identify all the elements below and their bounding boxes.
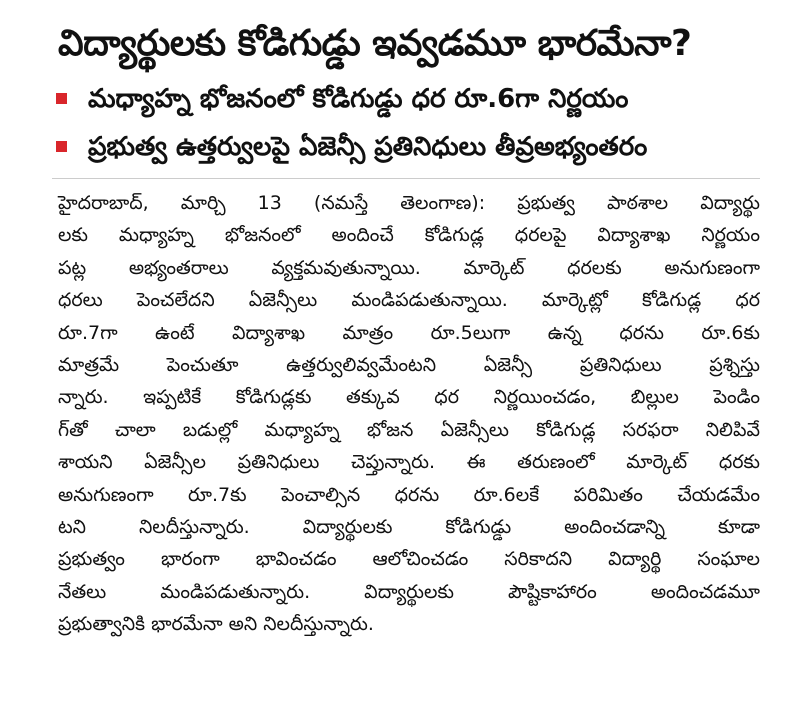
section-divider <box>52 178 760 179</box>
article-headline: విద్యార్థులకు కోడిగుడ్డు ఇవ్వడమూ భారమేనా? <box>58 23 692 64</box>
body-line: పట్ల అభ్యంతరాలు వ్యక్తమవుతున్నాయి. మార్కెట్ ధరలకు అనుగుణంగా <box>58 256 760 279</box>
subhead-text: ప్రభుత్వ ఉత్తర్వులపై ఏజెన్సీ ప్రతినిధులు తీవ్రఅభ్యంతరం <box>88 132 648 162</box>
body-line: టని నిలదీస్తున్నారు. విద్యార్థులకు కోడిగుడ్డు అందించడాన్ని కూడా <box>58 515 760 538</box>
body-line: మాత్రమే పెంచుతూ ఉత్తర్వులివ్వమేంటని ఏజెన్సీ ప్రతినిధులు ప్రశ్నిస్తు <box>58 353 760 376</box>
body-line: ప్రభుత్వానికి భారమేనా అని నిలదీస్తున్నారు. <box>58 613 374 636</box>
body-line: శాయని ఏజెన్సీల ప్రతినిధులు చెప్తున్నారు. ఈ తరుణంలో మార్కెట్ ధరకు <box>58 451 760 474</box>
body-line: అనుగుణంగా రూ.7కు పెంచాల్సిన ధరను రూ.6లకే పరిమితం చేయడమేం <box>58 483 760 506</box>
body-line: గ్‌తో చాలా బడుల్లో మధ్యాహ్న భోజన ఏజెన్సీలు కోడిగుడ్ల సరఫరా నిలిపివే <box>58 418 760 441</box>
body-line: హైదరాబాద్, మార్చి 13 (నమస్తే తెలంగాణ): ప్రభుత్వ పాఠశాల విద్యార్థు <box>58 192 760 214</box>
article-body <box>52 187 760 640</box>
body-line: లకు మధ్యాహ్న భోజనంలో అందించే కోడిగుడ్ల ధరలపై విద్యాశాఖ నిర్ణయం <box>58 224 760 247</box>
article-subhead <box>52 82 760 116</box>
bullet-square-icon <box>56 93 67 104</box>
body-line: ధరలు పెంచలేదని ఏజెన్సీలు మండిపడుతున్నాయి. మార్కెట్లో కోడిగుడ్ల ధర <box>58 289 760 312</box>
body-line: ప్రభుత్వం భారంగా భావించడం ఆలోచించడం సరికాదని విద్యార్థి సంఘాల <box>58 548 760 571</box>
article-subhead <box>52 130 760 164</box>
body-line: నేతలు మండిపడుతున్నారు. విద్యార్థులకు పౌష్టికాహారం అందించడమూ <box>58 580 760 603</box>
bullet-square-icon <box>56 141 67 152</box>
body-line: రూ.7గా ఉంటే విద్యాశాఖ మాత్రం రూ.5లుగా ఉన్న ధరను రూ.6కు <box>58 321 760 344</box>
subhead-text: మధ్యాహ్న భోజనంలో కోడిగుడ్డు ధర రూ.6గా నిర్ణయం <box>88 84 629 114</box>
body-line: న్నారు. ఇప్పటికే కోడిగుడ్లకు తక్కువ ధర నిర్ణయించడం, బిల్లుల పెండిం <box>58 386 760 409</box>
